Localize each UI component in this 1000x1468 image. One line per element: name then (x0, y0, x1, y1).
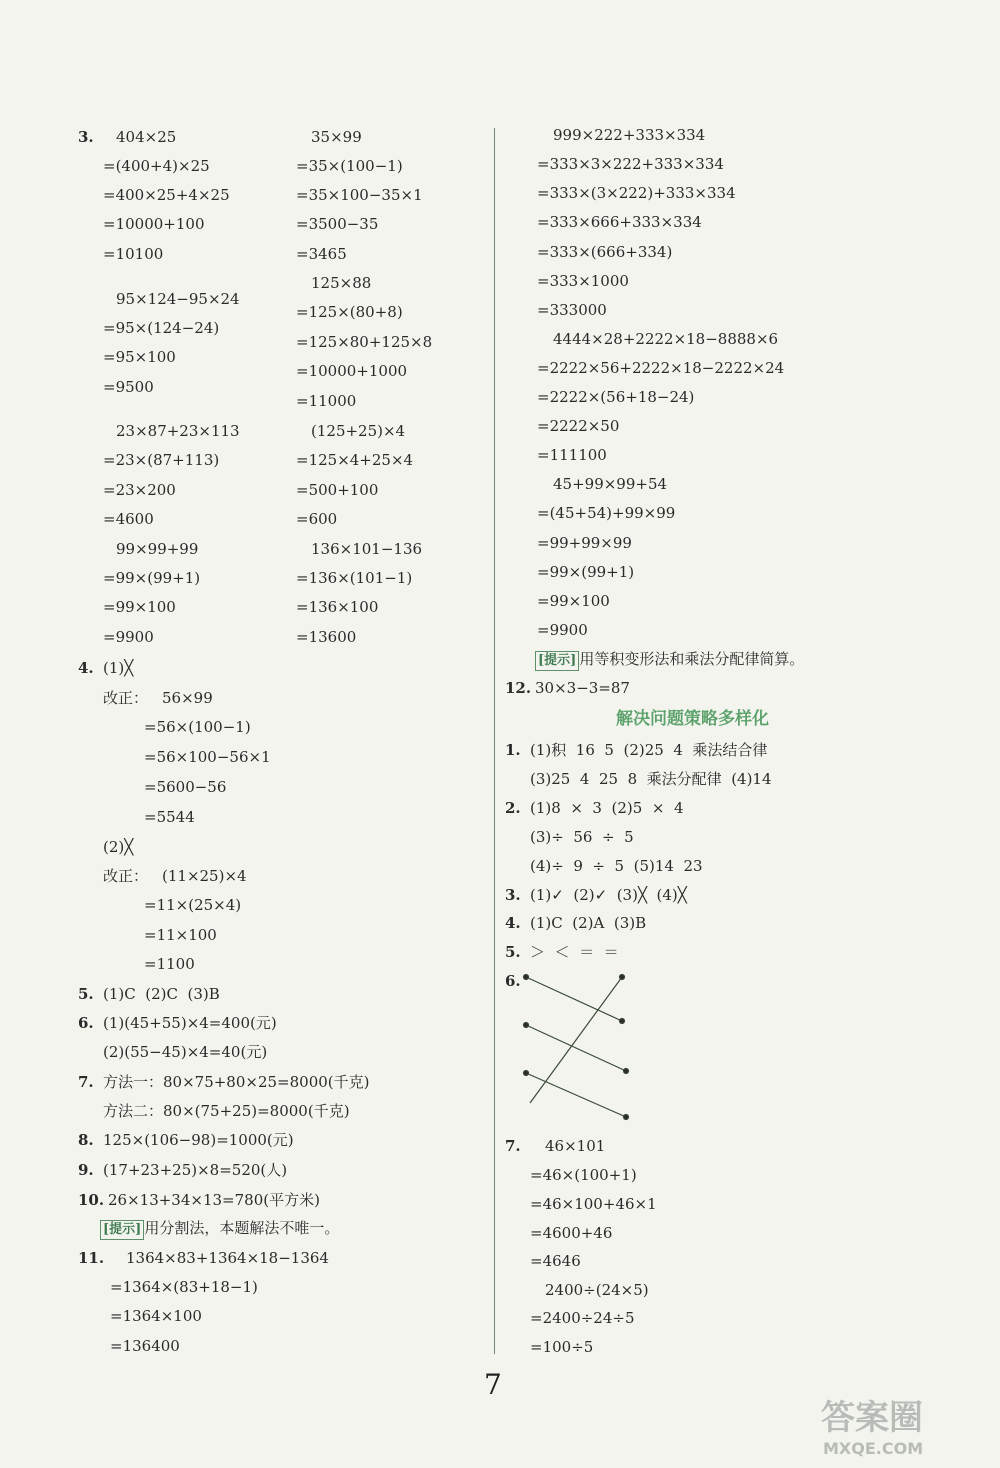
q3e-line: =4600 (103, 510, 154, 528)
q3c-line: =9500 (103, 378, 154, 396)
s7a-line: =46×(100+1) (530, 1166, 637, 1184)
q3a-line: =400×25+4×25 (103, 186, 230, 204)
q3b-line: 35×99 (311, 128, 362, 146)
s7a-line: 46×101 (545, 1137, 606, 1155)
calc3-line: =99+99×99 (537, 534, 632, 552)
match-line (526, 977, 622, 1021)
s7a-line: =4646 (530, 1252, 581, 1270)
calc2-line: =2222×(56+18−24) (537, 388, 695, 406)
s2-number: 2. (505, 799, 521, 817)
q11-line: =1364×(83+18−1) (110, 1278, 258, 1296)
q6-line: (1)(45+55)×4=400(元) (103, 1014, 277, 1032)
s2-line: (3)÷ 56 ÷ 5 (530, 828, 634, 846)
column-divider (494, 128, 495, 1354)
q12-answer: 30×3−3=87 (535, 679, 630, 697)
calc-hint-text: 用等积变形法和乘法分配律简算。 (579, 650, 805, 668)
match-line (526, 1025, 626, 1071)
calc2-line: 4444×28+2222×18−8888×6 (553, 330, 779, 348)
q9-answer: (17+23+25)×8=520(人) (103, 1161, 288, 1179)
q3b-line: =3465 (296, 245, 347, 263)
match-dot (524, 975, 529, 980)
calc2-line: =111100 (537, 446, 607, 464)
q4-fix1-line: =5600−56 (144, 778, 227, 796)
s7b-line: =2400÷24÷5 (530, 1309, 635, 1327)
q7-line: 方法二：80×(75+25)=8000(千克) (103, 1102, 350, 1120)
calc1-line: =333×3×222+333×334 (537, 155, 724, 173)
q3g-line: =99×100 (103, 598, 176, 616)
q3b-line: =35×(100−1) (296, 157, 403, 175)
page-number: 7 (484, 1368, 502, 1401)
q7-line: 方法一：80×75+80×25=8000(千克) (103, 1073, 370, 1091)
q3c-line: =95×(124−24) (103, 319, 220, 337)
q4-fix2-line: =11×(25×4) (144, 896, 242, 914)
q3a-line: =10100 (103, 245, 164, 263)
q4-part1: (1)╳ (103, 659, 134, 677)
q4-fix2-label: 改正： (103, 867, 149, 885)
hint-label: [提示] (100, 1220, 144, 1240)
calc3-line: 45+99×99+54 (553, 475, 668, 493)
watermark-text: 答案圈 (821, 1398, 923, 1438)
q3e-line: =23×200 (103, 481, 176, 499)
q3c-line: 95×124−95×24 (116, 290, 240, 308)
q3h-line: =136×100 (296, 598, 379, 616)
q4-fix2-line: =1100 (144, 955, 195, 973)
q10-answer: 26×13+34×13=780(平方米) (108, 1191, 320, 1209)
q3g-line: =9900 (103, 628, 154, 646)
q3h-line: 136×101−136 (311, 540, 423, 558)
s2-line: (1)8 × 3 (2)5 × 4 (530, 799, 684, 817)
s7b-line: 2400÷(24×5) (545, 1281, 649, 1299)
s3-answer: (1)✓ (2)✓ (3)╳ (4)╳ (530, 886, 687, 904)
matching-diagram (510, 965, 640, 1135)
s7-number: 7. (505, 1137, 521, 1155)
q3f-line: =500+100 (296, 481, 379, 499)
q3f-line: (125+25)×4 (311, 422, 406, 440)
q4-part2: (2)╳ (103, 838, 134, 856)
q9-number: 9. (78, 1161, 94, 1179)
calc1-line: 999×222+333×334 (553, 126, 706, 144)
q11-line: =1364×100 (110, 1307, 202, 1325)
s1-line: (3)25 4 25 8 乘法分配律 (4)14 (530, 770, 772, 788)
q11-line: 1364×83+1364×18−1364 (126, 1249, 329, 1267)
q8-answer: 125×(106−98)=1000(元) (103, 1131, 294, 1149)
calc1-line: =333×(3×222)+333×334 (537, 184, 736, 202)
match-dot (620, 975, 625, 980)
s7a-line: =46×100+46×1 (530, 1195, 657, 1213)
q3b-line: =3500−35 (296, 215, 379, 233)
hint-label: [提示] (535, 651, 579, 671)
q10-number: 10. (78, 1191, 105, 1209)
calc1-line: =333×666+333×334 (537, 213, 702, 231)
q4-fix2-line: (11×25)×4 (162, 867, 247, 885)
q3h-line: =13600 (296, 628, 357, 646)
s2-line: (4)÷ 9 ÷ 5 (5)14 23 (530, 857, 703, 875)
s7a-line: =4600+46 (530, 1224, 613, 1242)
q3e-line: =23×(87+113) (103, 451, 220, 469)
q3a-line: =(400+4)×25 (103, 157, 210, 175)
q6-number: 6. (78, 1014, 94, 1032)
calc3-line: =(45+54)+99×99 (537, 504, 676, 522)
match-dot (524, 1023, 529, 1028)
q3f-line: =125×4+25×4 (296, 451, 414, 469)
q3d-line: 125×88 (311, 274, 372, 292)
s1-number: 1. (505, 741, 521, 759)
s1-line: (1)积 16 5 (2)25 4 乘法结合律 (530, 741, 768, 759)
q4-fix1-label: 改正： (103, 689, 149, 707)
q3g-line: =99×(99+1) (103, 569, 201, 587)
calc1-line: =333×1000 (537, 272, 629, 290)
calc-hint (535, 650, 804, 671)
q3c-line: =95×100 (103, 348, 176, 366)
q3a-line: 404×25 (116, 128, 177, 146)
q4-fix2-line: =11×100 (144, 926, 217, 944)
s4-answer: (1)C (2)A (3)B (530, 914, 647, 932)
s6-number: 6. (505, 972, 521, 990)
s7b-line: =100÷5 (530, 1338, 594, 1356)
s5-answer: ＞ ＜ ＝ ＝ (530, 943, 619, 961)
q5-answer: (1)C (2)C (3)B (103, 985, 220, 1003)
q3d-line: =11000 (296, 392, 357, 410)
q12-number: 12. (505, 679, 532, 697)
match-dot (524, 1071, 529, 1076)
q5-number: 5. (78, 985, 94, 1003)
q3d-line: =10000+1000 (296, 362, 408, 380)
match-dot (620, 1019, 625, 1024)
calc3-line: =99×(99+1) (537, 563, 635, 581)
watermark-url: MXQE.COM (823, 1439, 924, 1458)
q3a-line: =10000+100 (103, 215, 205, 233)
match-line (526, 1073, 626, 1117)
calc1-line: =333×(666+334) (537, 243, 673, 261)
q3f-line: =600 (296, 510, 338, 528)
calc2-line: =2222×50 (537, 417, 620, 435)
calc3-line: =99×100 (537, 592, 610, 610)
q6-line: (2)(55−45)×4=40(元) (103, 1043, 268, 1061)
q4-fix1-line: =56×100−56×1 (144, 748, 271, 766)
q11-line: =136400 (110, 1337, 180, 1355)
q7-number: 7. (78, 1073, 94, 1091)
q3g-line: 99×99+99 (116, 540, 199, 558)
s5-number: 5. (505, 943, 521, 961)
section-title: 解决问题策略多样化 (616, 709, 769, 729)
watermark-logo (815, 1398, 995, 1460)
calc1-line: =333000 (537, 301, 607, 319)
s3-number: 3. (505, 886, 521, 904)
calc2-line: =2222×56+2222×18−2222×24 (537, 359, 785, 377)
match-dot (624, 1115, 629, 1120)
match-dot (624, 1069, 629, 1074)
q4-fix1-line: =5544 (144, 808, 195, 826)
q3d-line: =125×80+125×8 (296, 333, 433, 351)
q10-hint (100, 1219, 339, 1240)
s4-number: 4. (505, 914, 521, 932)
q3-number: 3. (78, 128, 94, 146)
q4-number: 4. (78, 659, 94, 677)
q4-fix1-line: =56×(100−1) (144, 718, 251, 736)
q11-number: 11. (78, 1249, 105, 1267)
q8-number: 8. (78, 1131, 94, 1149)
q3b-line: =35×100−35×1 (296, 186, 423, 204)
q3h-line: =136×(101−1) (296, 569, 413, 587)
q10-hint-text: 用分割法，本题解法不唯一。 (144, 1219, 340, 1237)
match-line (530, 977, 622, 1103)
q3e-line: 23×87+23×113 (116, 422, 240, 440)
q3d-line: =125×(80+8) (296, 303, 403, 321)
q4-fix1-line: 56×99 (162, 689, 213, 707)
calc3-line: =9900 (537, 621, 588, 639)
